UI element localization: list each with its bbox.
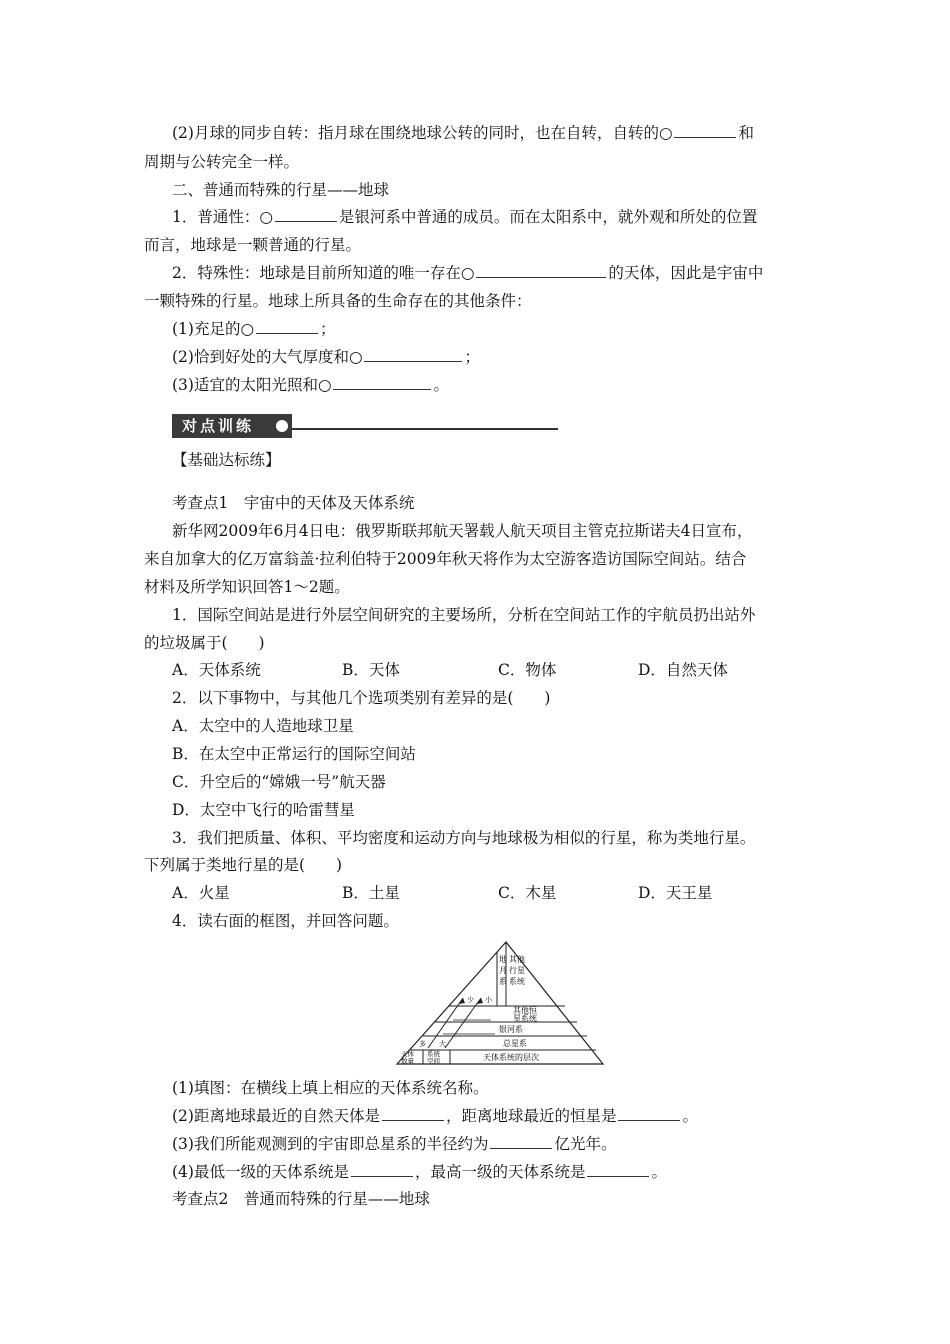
text-line: 周期与公转完全一样。 — [144, 153, 300, 171]
label-count: 数量 — [401, 1057, 414, 1065]
text-span: (2)恰到好处的大气厚度和○ — [172, 348, 363, 366]
text-line: 来自加拿大的亿万富翁盖·拉利伯特于2009年秋天将作为太空游客造访国际空间站。结合 — [144, 550, 747, 568]
answer-blank[interactable] — [364, 346, 462, 362]
text-span: (4)最低一级的天体系统是 — [172, 1163, 349, 1181]
answer-blank[interactable] — [256, 318, 318, 334]
label-other-planet: 行星 — [509, 966, 525, 975]
label-other-star: 其他恒 — [513, 1006, 537, 1015]
choice-option[interactable]: C．升空后的“嫦娥一号”航天器 — [172, 773, 386, 791]
text-span: ； — [319, 320, 336, 338]
label-large: 小 — [485, 996, 492, 1004]
text-line — [172, 346, 480, 368]
text-span: ，最高一级的天体系统是 — [414, 1163, 586, 1181]
text-span: (1)充足的○ — [172, 320, 254, 338]
topic-heading: 考查点2 普通而特殊的行星——地球 — [172, 1190, 430, 1208]
text-line — [172, 374, 449, 396]
label-universe: 总星系 — [503, 1039, 527, 1048]
text-line: 新华网2009年6月4日电：俄罗斯联邦航天署载人航天项目主管克拉斯诺夫4日宣布， — [172, 522, 753, 540]
question-text: 1．国际空间站是进行外层空间研究的主要场所，分析在空间站工作的宇航员扔出站外 — [172, 606, 756, 624]
topic-heading: 考查点1 宇宙中的天体及天体系统 — [172, 494, 415, 512]
text-line — [172, 206, 757, 228]
choice-option[interactable]: A．火星 — [172, 884, 230, 902]
question-text: (1)填图：在横线上填上相应的天体系统名称。 — [172, 1079, 489, 1097]
choice-option[interactable]: B．在太空中正常运行的国际空间站 — [172, 745, 416, 763]
label-big: 大 — [439, 1040, 446, 1048]
subsection-label: 【基础达标练】 — [172, 451, 281, 469]
text-line — [172, 122, 754, 144]
answer-blank[interactable] — [618, 1105, 680, 1121]
choice-option[interactable]: D．自然天体 — [638, 661, 728, 679]
text-span: 亿光年。 — [554, 1135, 617, 1153]
text-span: (3)我们所能观测到的宇宙即总星系的半径约为 — [172, 1135, 489, 1153]
label-count: 天体 — [401, 1050, 414, 1058]
text-line — [172, 262, 763, 284]
text-line — [172, 318, 336, 340]
text-line: 而言，地球是一颗普通的行星。 — [144, 236, 362, 254]
text-span: 是银河系中普通的成员。而在太阳系中，就外观和所处的位置 — [338, 208, 758, 226]
label-many: 多 — [419, 1040, 426, 1048]
text-span: (3)适宜的太阳光照和○ — [172, 376, 332, 394]
section-tag: 对点训练 — [172, 414, 292, 438]
answer-blank[interactable] — [587, 1161, 649, 1177]
answer-blank[interactable] — [275, 206, 337, 222]
answer-blank[interactable] — [351, 1161, 413, 1177]
text-span: ，距离地球最近的恒星是 — [445, 1107, 617, 1125]
label-other-planet: 系统 — [509, 977, 525, 986]
question-text: 的垃圾属于( ) — [144, 634, 265, 652]
label-earth-moon: 系 — [499, 977, 507, 986]
text-span: (2)月球的同步自转：指月球在围绕地球公转的同时，也在自转，自转的○ — [172, 124, 673, 142]
text-span: 和 — [738, 124, 754, 142]
label-other-planet: 其他 — [509, 955, 525, 964]
question-text — [172, 1105, 698, 1127]
divider — [292, 428, 558, 430]
question-text: 下列属于类地行星的是( ) — [144, 856, 343, 874]
text-span: 1．普通性：○ — [172, 208, 273, 226]
choice-option[interactable]: D．太空中飞行的哈雷彗星 — [172, 801, 355, 819]
text-line: 一颗特殊的行星。地球上所具备的生命存在的其他条件： — [144, 292, 532, 310]
choice-option[interactable]: B．土星 — [342, 884, 400, 902]
answer-blank[interactable] — [333, 374, 431, 390]
choice-option[interactable]: C．物体 — [498, 661, 557, 679]
label-earth-moon: 月 — [499, 966, 507, 975]
text-line: 材料及所学知识回答1～2题。 — [144, 578, 350, 596]
choice-option[interactable]: C．木星 — [498, 884, 557, 902]
bullet-icon — [276, 420, 288, 432]
text-span: 。 — [682, 1107, 698, 1125]
answer-blank[interactable] — [490, 1133, 552, 1149]
answer-blank[interactable] — [382, 1105, 444, 1121]
answer-blank[interactable] — [674, 122, 736, 138]
section-heading: 二、普通而特殊的行星——地球 — [172, 181, 390, 199]
choice-option[interactable]: A．太空中的人造地球卫星 — [172, 717, 354, 735]
text-span: (2)距离地球最近的自然天体是 — [172, 1107, 380, 1125]
label-earth-moon: 地 — [499, 955, 507, 964]
choice-option[interactable]: D．天王星 — [638, 884, 713, 902]
question-text — [172, 1161, 667, 1183]
label-milky-way: 银河系 — [499, 1025, 523, 1034]
choice-option[interactable]: B．天体 — [342, 661, 400, 679]
question-text: 3．我们把质量、体积、平均密度和运动方向与地球极为相似的行星，称为类地行星。 — [172, 829, 756, 847]
label-space: 空间 — [427, 1057, 440, 1065]
text-span: 。 — [651, 1163, 667, 1181]
text-span: 的天体，因此是宇宙中 — [608, 264, 764, 282]
question-text — [172, 1133, 616, 1155]
text-span: 2．特殊性：地球是目前所知道的唯一存在○ — [172, 264, 475, 282]
celestial-hierarchy-pyramid — [395, 940, 607, 1070]
label-small: 少 — [467, 996, 474, 1004]
text-span: ； — [464, 348, 480, 366]
label-other-star: 星系统 — [513, 1014, 537, 1023]
choice-option[interactable]: A．天体系统 — [172, 661, 261, 679]
question-text: 4．读右面的框图，并回答问题。 — [172, 912, 399, 930]
text-span: 。 — [433, 376, 449, 394]
label-space: 系统 — [427, 1050, 440, 1058]
answer-blank[interactable] — [476, 262, 606, 278]
question-text: 2．以下事物中，与其他几个选项类别有差异的是( ) — [172, 689, 551, 707]
label-levels: 天体系统的层次 — [483, 1053, 539, 1062]
